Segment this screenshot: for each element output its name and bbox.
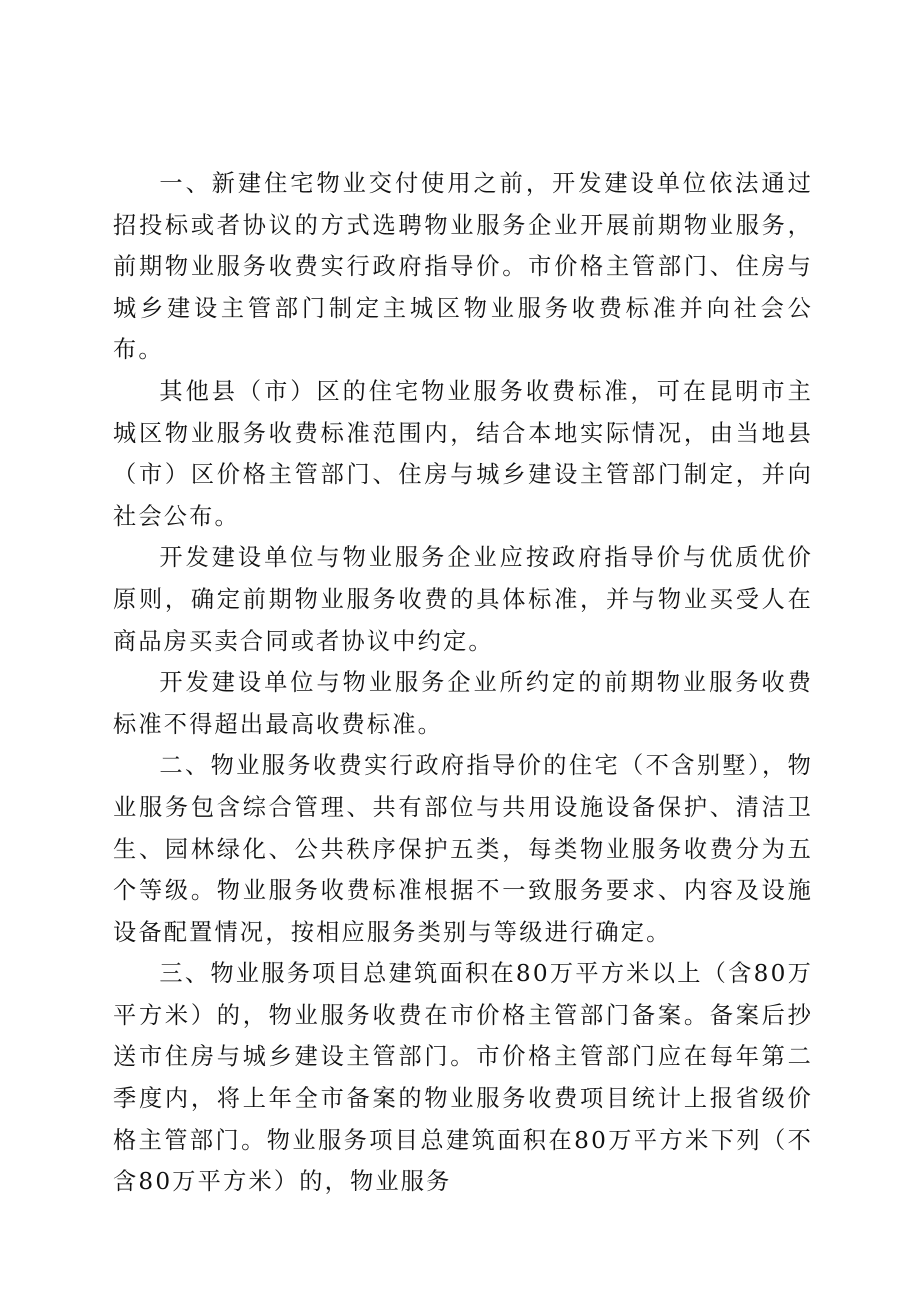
document-body — [113, 163, 813, 1203]
paragraph-5: 二、物业服务收费实行政府指导价的住宅（不含别墅），物业服务包含综合管理、共有部位与共用设施设备保护、清洁卫生、园林绿化、公共秩序保护五类，每类物业服务收费分为五个等级。物业服务收费标准根据不一致服务要求、内容及设施设备配置情况，按相应服务类别与等级进行确定。 — [113, 752, 813, 946]
paragraph-1: 一、新建住宅物业交付使用之前，开发建设单位依法通过招投标或者协议的方式选聘物业服务企业开展前期物业服务，前期物业服务收费实行政府指导价。市价格主管部门、住房与城乡建设主管部门制定主城区物业服务收费标准并向社会公布。 — [113, 170, 813, 364]
paragraph-2: 其他县（市）区的住宅物业服务收费标准，可在昆明市主城区物业服务收费标准范围内，结合本地实际情况，由当地县（市）区价格主管部门、住房与城乡建设主管部门制定，并向社会公布。 — [113, 377, 813, 530]
paragraph-6: 三、物业服务项目总建筑面积在80万平方米以上（含80万平方米）的，物业服务收费在市价格主管部门备案。备案后抄送市住房与城乡建设主管部门。市价格主管部门应在每年第二季度内，将上年全市备案的物业服务收费项目统计上报省级价格主管部门。物业服务项目总建筑面积在80万平方米下列（不含80万平方米）的，物业服务 — [113, 960, 813, 1196]
paragraph-3: 开发建设单位与物业服务企业应按政府指导价与优质优价原则，确定前期物业服务收费的具体标准，并与物业买受人在商品房买卖合同或者协议中约定。 — [113, 544, 813, 655]
paragraph-4: 开发建设单位与物业服务企业所约定的前期物业服务收费标准不得超出最高收费标准。 — [113, 669, 813, 738]
